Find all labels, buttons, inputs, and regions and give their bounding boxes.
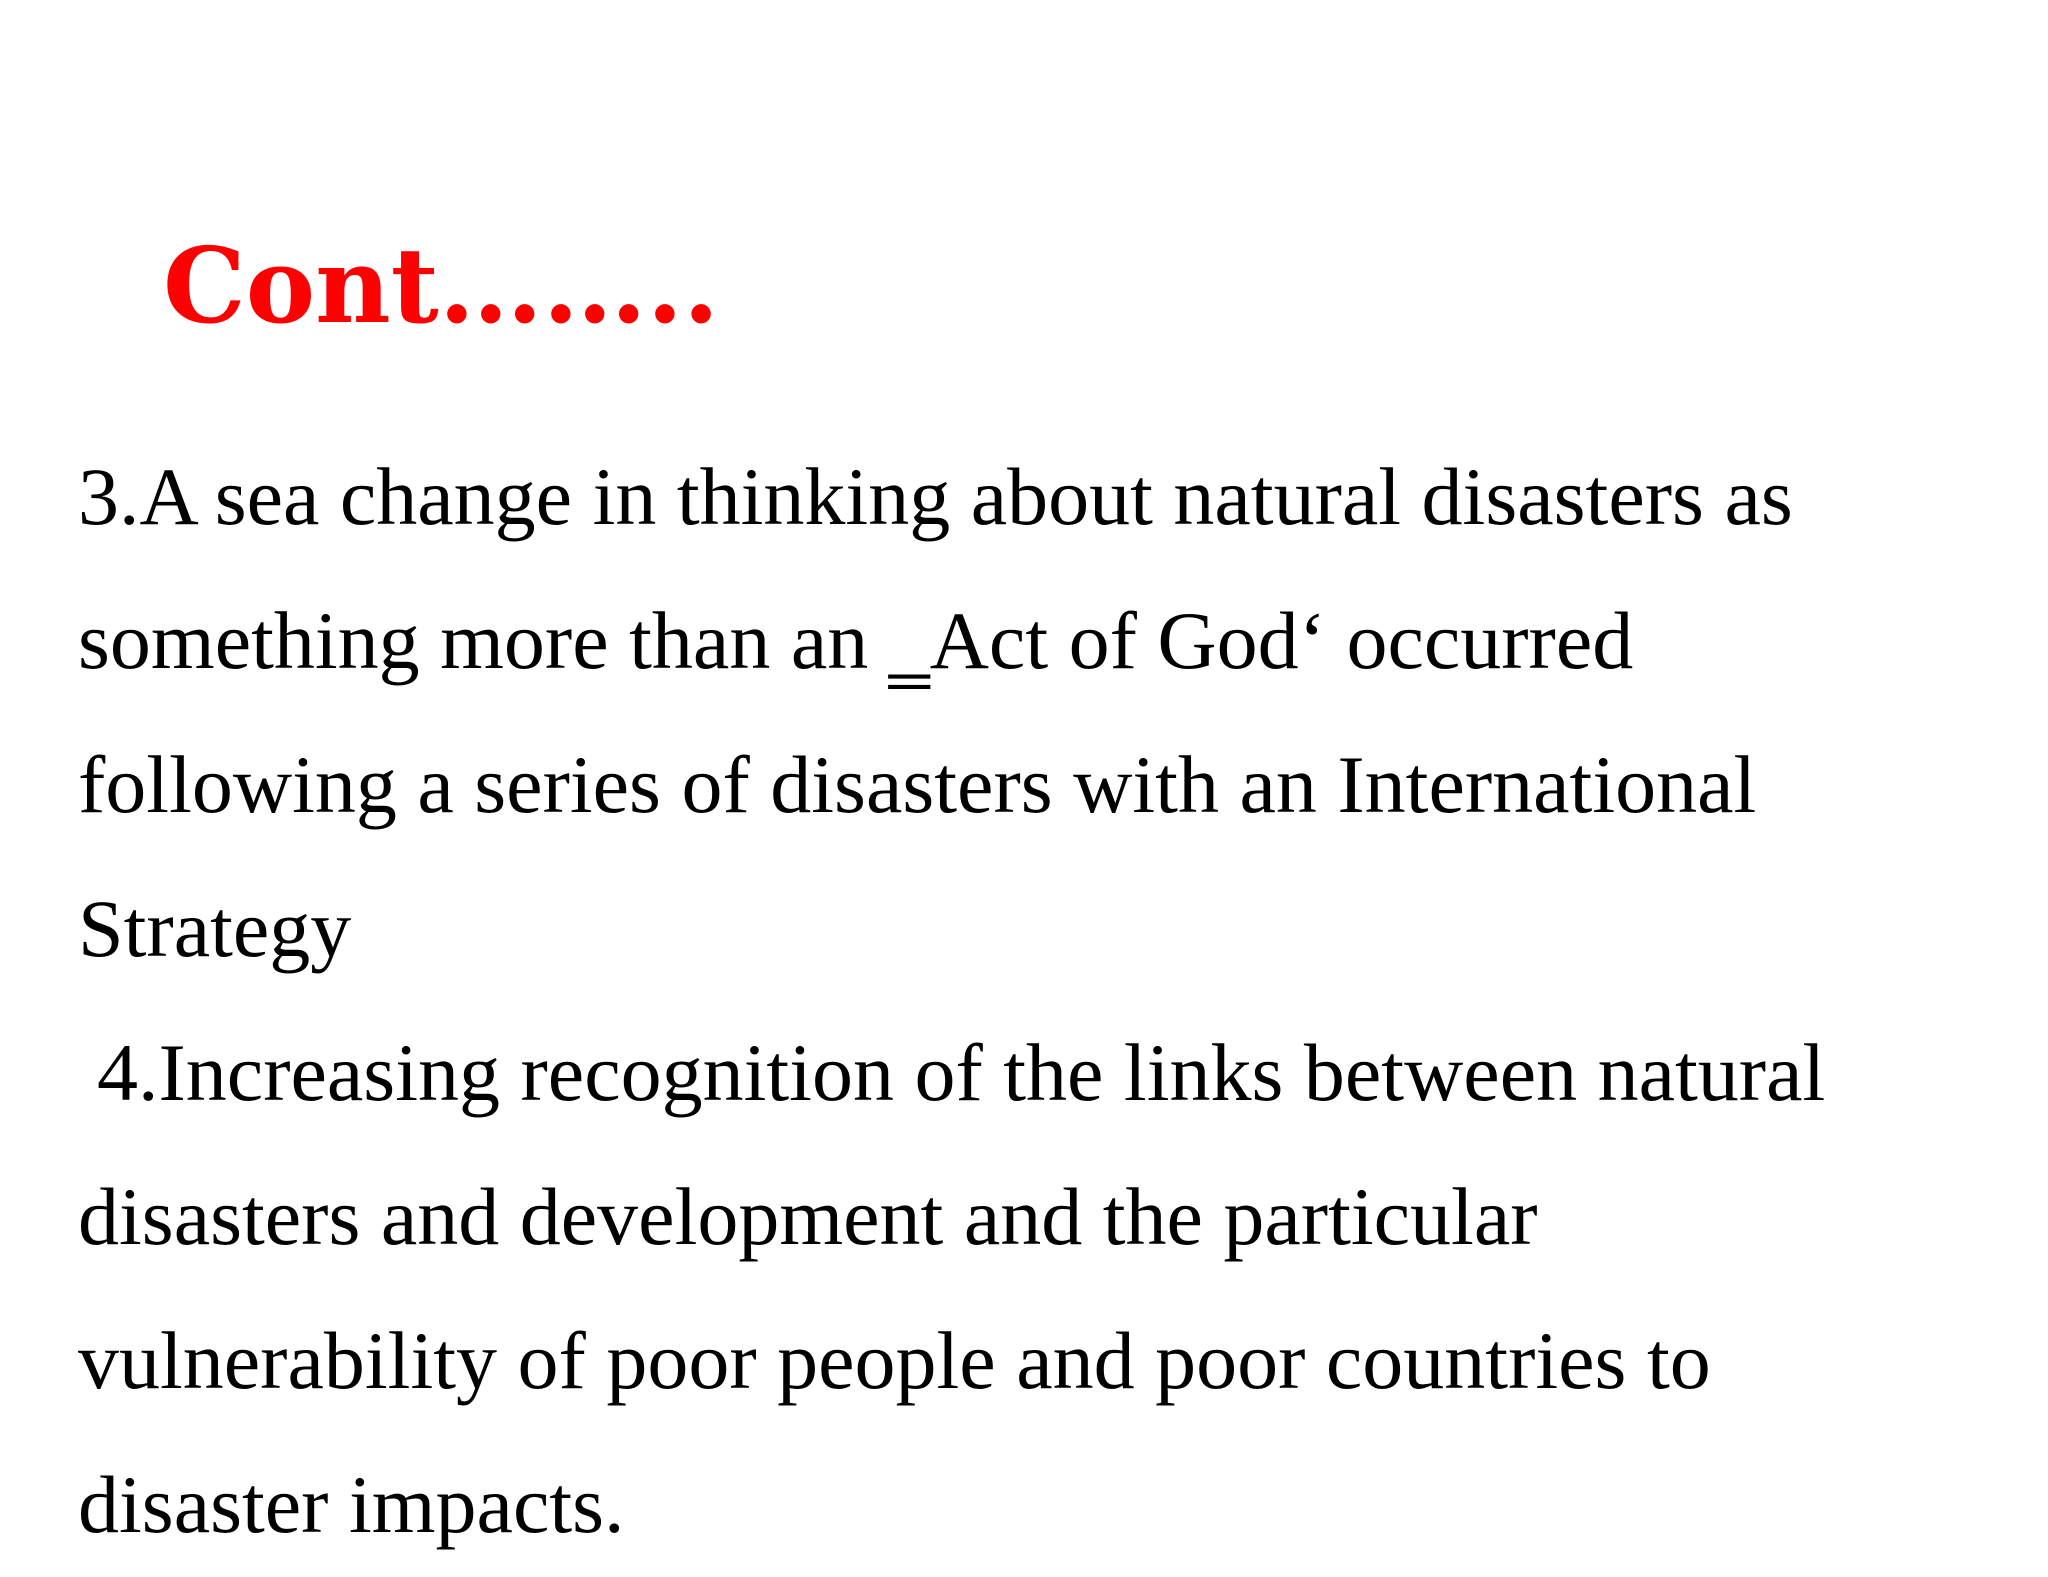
point-3-line-1: 3.A sea change in thinking about natural disasters as bbox=[78, 451, 1793, 542]
point-3-line-2: something more than an ‗Act of God‘ occurred bbox=[78, 595, 1634, 686]
point-4-line-4: disaster impacts. bbox=[78, 1459, 625, 1550]
slide-body bbox=[78, 425, 2008, 1577]
point-4-line-1: 4.Increasing recognition of the links between natural bbox=[97, 1027, 1826, 1118]
point-4-line-3: vulnerability of poor people and poor countries to bbox=[78, 1315, 1711, 1406]
point-4-line-2: disasters and development and the particular bbox=[78, 1171, 1538, 1262]
point-3-line-3: following a series of disasters with an International bbox=[78, 739, 1757, 830]
point-3-line-4: Strategy bbox=[78, 883, 352, 974]
slide-title: Cont…….. bbox=[163, 224, 720, 347]
